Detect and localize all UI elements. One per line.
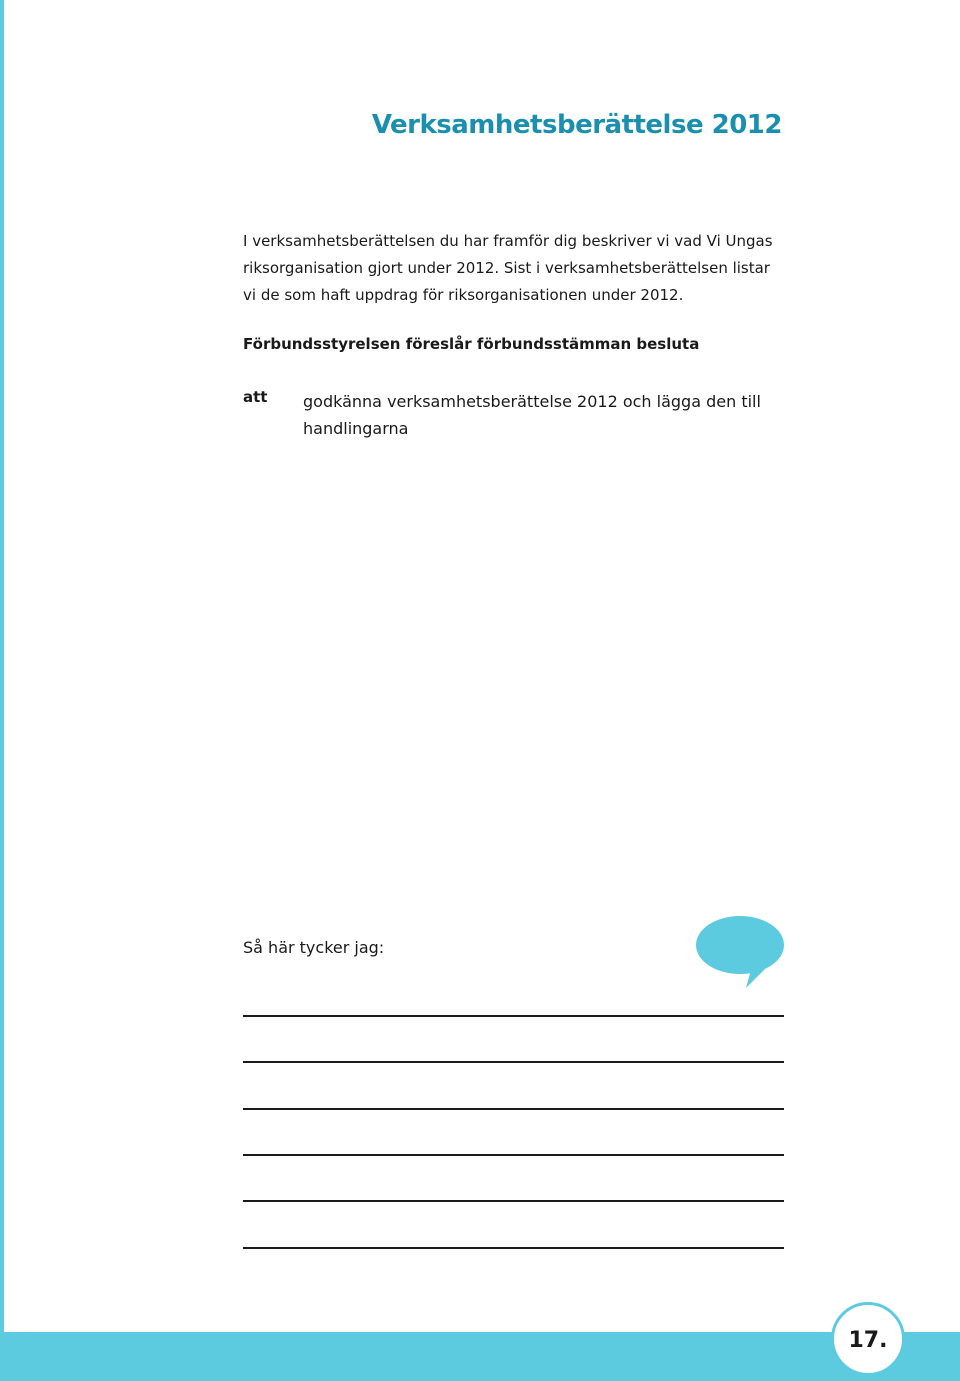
answer-line[interactable] [243, 1247, 784, 1249]
answer-line[interactable] [243, 1200, 784, 1202]
answer-line[interactable] [243, 1015, 784, 1017]
opinion-prompt: Så här tycker jag: [243, 938, 385, 957]
page-number: 17. [848, 1327, 888, 1353]
footer-band [0, 1332, 960, 1381]
answer-line[interactable] [243, 1061, 784, 1063]
intro-line: I verksamhetsberättelsen du har framför dig beskriver vi vad Vi Ungas [243, 232, 773, 250]
intro-line: riksorganisation gjort under 2012. Sist i verksamhetsberättelsen listar [243, 259, 770, 277]
left-accent-stripe [0, 0, 4, 1381]
speech-bubble-icon [694, 914, 786, 990]
answer-line[interactable] [243, 1154, 784, 1156]
intro-line: vi de som haft uppdrag för riksorganisationen under 2012. [243, 286, 684, 304]
intro-paragraph [243, 228, 788, 309]
motion-text [303, 388, 773, 442]
page-title: Verksamhetsberättelse 2012 [371, 110, 782, 140]
motion-label: att [243, 388, 268, 406]
page-number-badge [831, 1302, 905, 1376]
motion-line: handlingarna [303, 419, 409, 438]
answer-line[interactable] [243, 1108, 784, 1110]
proposal-heading: Förbundsstyrelsen föreslår förbundsstämman besluta [243, 335, 700, 353]
motion-line: godkänna verksamhetsberättelse 2012 och lägga den till [303, 392, 761, 411]
